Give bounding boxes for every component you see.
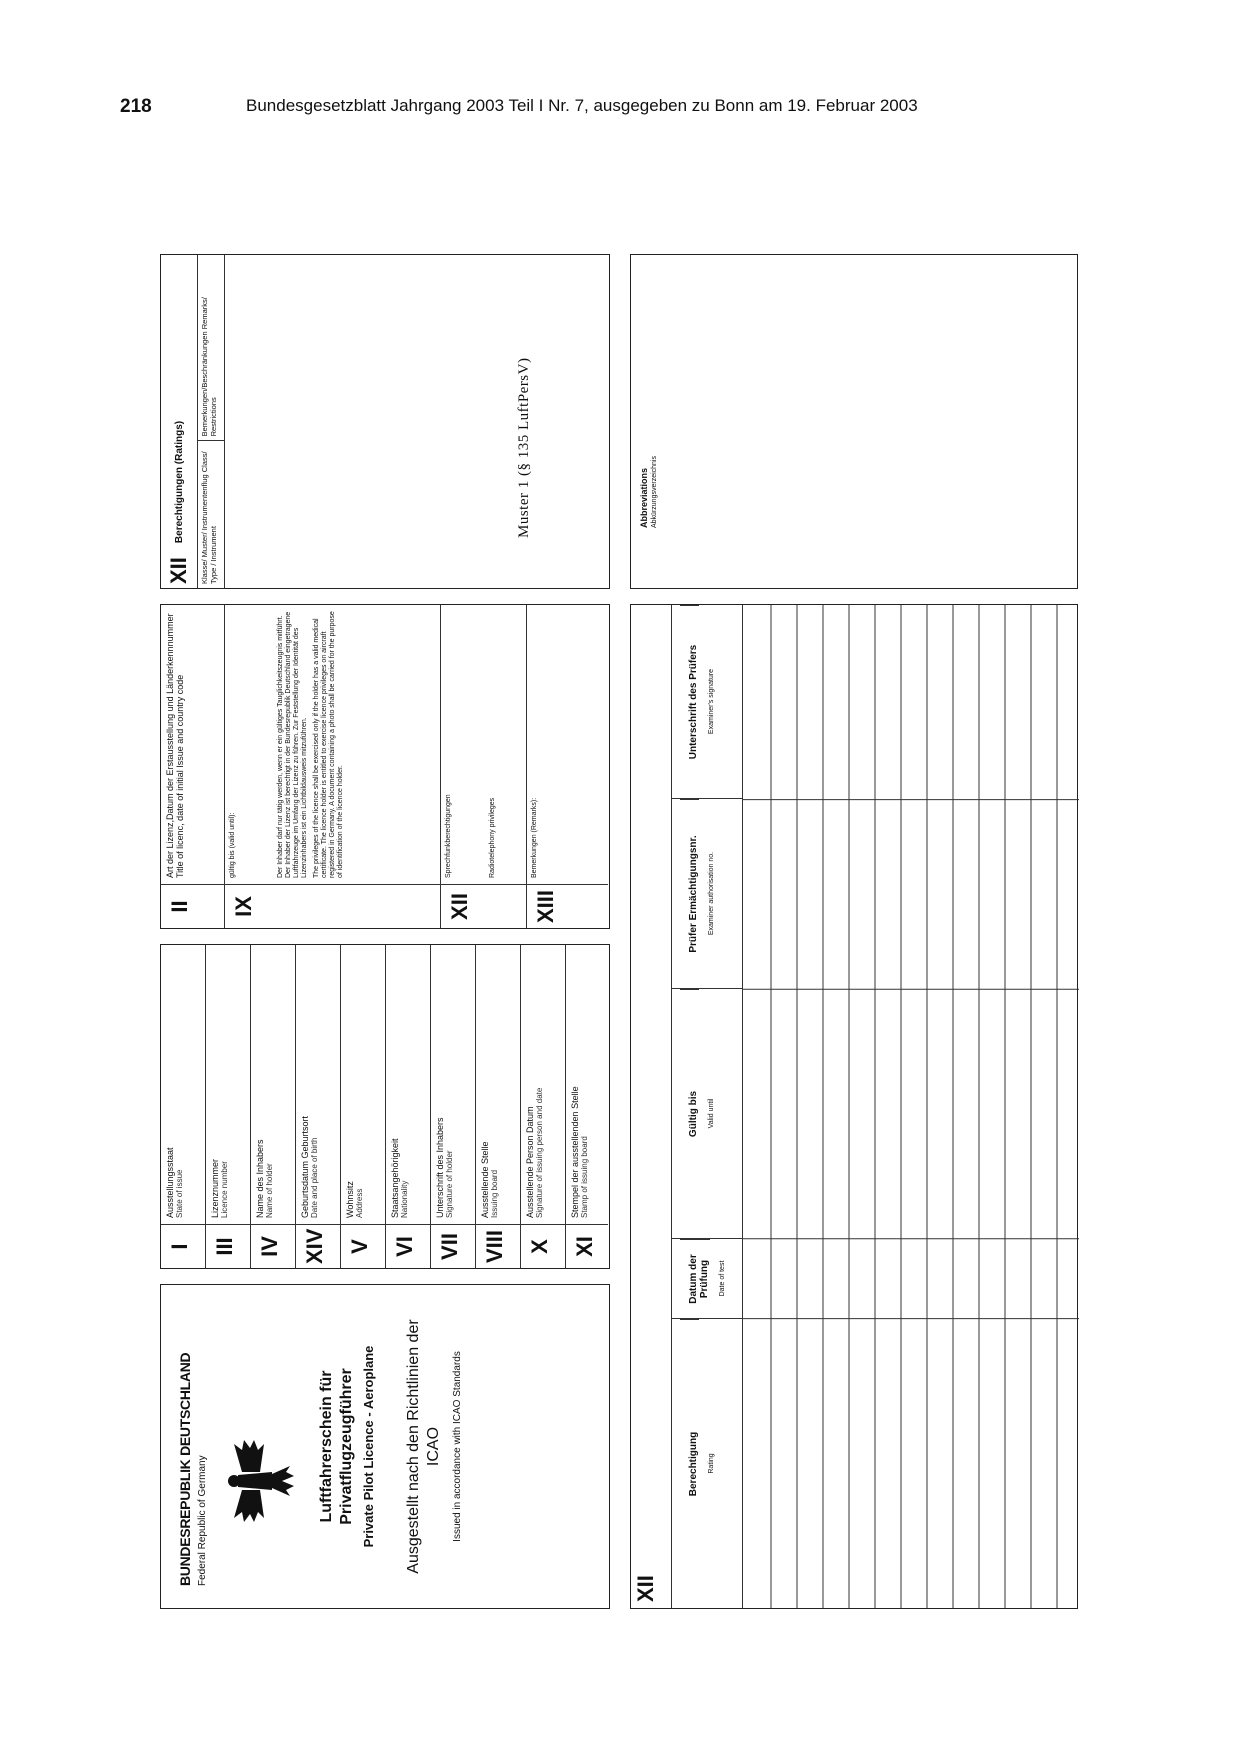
field-label-de: Ausstellende Person Datum (525, 1106, 535, 1218)
field-label-de: Bemerkungen (Remarks): (531, 797, 538, 878)
icao-note-de-2: ICAO (425, 1426, 442, 1467)
roman-number: XII (441, 884, 526, 928)
column-header-rating (672, 1318, 742, 1608)
column-header-signature (672, 605, 742, 798)
field-label-de: Wohnsitz (345, 1181, 355, 1218)
ratings-panel (160, 254, 610, 589)
privileges-text-en: The privileges of the licence shall be exercised only if the holder has a valid medical certificate. The licence holder is entitled to exercise licence privileges on aircraft registered in Germany. A document containing a photo shall be carried for the purpose of identification of the licence holder. (313, 611, 344, 878)
form-model-label: Muster 1 (§ 135 LuftPersV) (516, 357, 532, 538)
field-label-en: Stamp of issuing board (580, 1136, 589, 1218)
roman-number: XI (566, 1224, 608, 1268)
field-label-de: Art der Lizenz,Datum der Erstausstellung und Länderkennnummer (165, 613, 175, 878)
roman-number: V (341, 1224, 385, 1268)
row-address (341, 945, 386, 1268)
country-title: BUNDESREPUBLIK DEUTSCHLAND (177, 1352, 193, 1586)
column-header-examiner (672, 798, 742, 988)
row-licence-title (161, 605, 225, 928)
field-label-en: Issuing board (490, 1169, 499, 1218)
abbreviations-title: Abbreviations (639, 467, 649, 528)
table-grid (743, 605, 1079, 1608)
cover-panel (160, 1284, 610, 1609)
field-label-de: Lizenznummer (210, 1158, 220, 1218)
field-label-de: Stempel der ausstellenden Stelle (570, 1086, 580, 1218)
table-header (671, 605, 743, 1608)
ratings-columns (198, 255, 225, 588)
holder-data-panel (160, 944, 610, 1269)
field-label-en: Licence number (220, 1161, 229, 1218)
field-label-en: Radiotelephony privileges (489, 797, 496, 878)
federal-eagle-icon (220, 1436, 300, 1526)
row-issuing-person (521, 945, 566, 1268)
field-label-de: Ausstellungsstaat (165, 1147, 175, 1218)
roman-number: I (161, 1224, 205, 1268)
field-label-de: Unterschrift des Inhabers (435, 1117, 445, 1218)
roman-number: XIV (296, 1224, 340, 1268)
field-label-de: Name des Inhabers (255, 1139, 265, 1218)
column-header-de: Prüfer Ermächtigungsnr. (680, 799, 699, 988)
column-header-de: Gültig bis (680, 989, 699, 1238)
roman-number: VII (431, 1224, 475, 1268)
licence-details-panel (160, 604, 610, 929)
abbreviations-panel (630, 254, 1078, 589)
column-header-en: Date of test (719, 1260, 726, 1297)
roman-number: XII (166, 557, 191, 584)
licence-form (160, 254, 1078, 1609)
rotated-form-layer (160, 254, 1078, 1609)
row-remarks (527, 605, 608, 928)
column-header-de: Berechtigung (680, 1319, 699, 1608)
column-header-en: Rating (708, 1453, 715, 1474)
column-header-de: Unterschrift des Prüfers (680, 605, 699, 798)
roman-number: IV (251, 1224, 295, 1268)
field-label-en: Address (355, 1188, 364, 1218)
row-stamp (566, 945, 608, 1268)
privileges-text-de: Der Inhaber darf nur tätig werden, wenn er ein gültiges Tauglichkeitszeugnis mitführt. Der Inhaber der Lizenz ist berechtigt in der Bundesrepublik Deutschland eingetragene Luftfahrzeuge im Umfang der Lizenz zu führen. Zur Feststellung der Identität des Lizenzinhabers ist ein Lichtbildausweis mitzuführen. (277, 611, 308, 878)
ratings-column-remarks: Bemerkungen/Beschränkungen Remarks/ Restrictions (200, 297, 218, 437)
field-label-en: State of issue (175, 1169, 184, 1218)
ratings-title: Berechtigungen (Ratings) (173, 420, 185, 544)
field-label-de: Sprechfunkberechtigungen (445, 794, 452, 878)
country-subtitle: Federal Republic of Germany (197, 1455, 208, 1586)
roman-number: VIII (476, 1224, 520, 1268)
field-label-de: Geburtsdatum Geburtsort (300, 1115, 310, 1218)
abbreviations-subtitle: Abkürzungsverzeichnis (651, 456, 658, 528)
roman-number: X (521, 1224, 565, 1268)
row-validity (225, 605, 441, 928)
column-header-en: Examiner's signature (708, 668, 715, 735)
field-label-en: Signature of holder (445, 1150, 454, 1218)
licence-title-de-2: Privatflugzeugführer (338, 1368, 355, 1525)
running-title: Bundesgesetzblatt Jahrgang 2003 Teil I Nr. 7, ausgegeben zu Bonn am 19. Februar 2003 (246, 96, 918, 115)
column-header-en: Examiner authorisation no. (708, 851, 715, 936)
row-licence-number (206, 945, 251, 1268)
column-header-valid-until (672, 988, 742, 1238)
column-header-date (672, 1238, 742, 1318)
icao-note-en: Issued in accordance with ICAO Standards (452, 1351, 463, 1542)
ratings-column-class: Klasse/ Muster/ Instrumentenflug Class/ Type / Instrument (198, 440, 224, 588)
row-issuing-board (476, 945, 521, 1268)
ratings-test-table (630, 604, 1078, 1609)
field-label-en: Name of holder (265, 1163, 274, 1218)
field-label-en: Title of licenc, date of initial Issue and country code (175, 674, 185, 878)
roman-number: XIII (527, 884, 608, 928)
row-state-of-issue (161, 945, 206, 1268)
column-header-de: Datum der Prüfung (680, 1239, 710, 1318)
page-number: 218 (120, 96, 152, 117)
field-label-en: Signature of issuing person and date (535, 1087, 544, 1218)
row-holder-signature (431, 945, 476, 1268)
roman-number: VI (386, 1224, 430, 1268)
roman-number: IX (225, 884, 440, 928)
row-holder-name (251, 945, 296, 1268)
row-nationality (386, 945, 431, 1268)
field-label-en: Date and place of birth (310, 1137, 319, 1218)
page-header (120, 96, 1120, 126)
licence-title-en: Private Pilot Licence - Aeroplane (361, 1345, 376, 1548)
field-label-de: Staatsangehörigkeit (390, 1138, 400, 1218)
column-header-en: Valid until (708, 1098, 715, 1129)
row-radio-privileges (441, 605, 527, 928)
roman-number: III (206, 1224, 250, 1268)
roman-number: II (161, 884, 224, 928)
field-label-de: Ausstellende Stelle (480, 1141, 490, 1218)
icao-note-de-1: Ausgestellt nach den Richtlinien der (405, 1319, 422, 1574)
licence-title-de-1: Luftfahrerschein für (318, 1370, 335, 1523)
field-label-en: Nationality (400, 1180, 409, 1218)
row-birth (296, 945, 341, 1268)
roman-number: XII (633, 1575, 658, 1602)
valid-until-label: gültig bis (valid until): (229, 812, 236, 878)
ratings-header (161, 255, 198, 588)
